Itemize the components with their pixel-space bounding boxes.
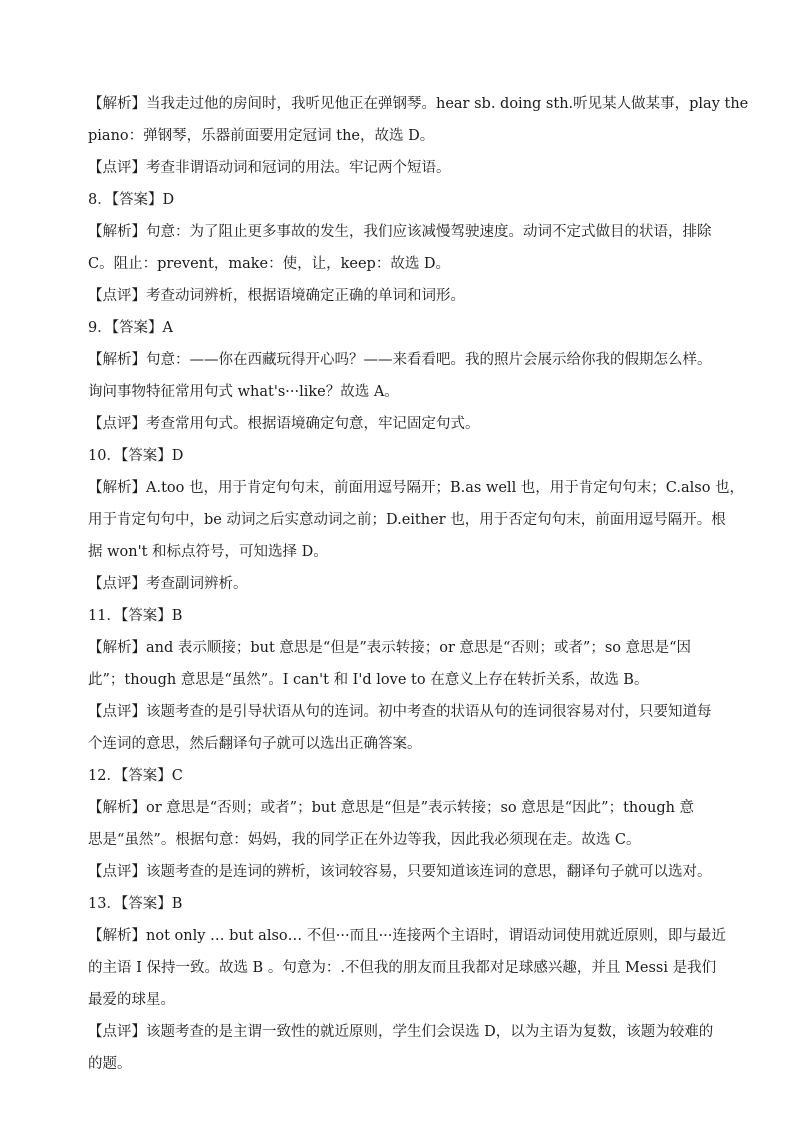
text-line: 【点评】考查副词辨析。 bbox=[88, 576, 248, 592]
text-line: 【解析】and 表示顺接；but 意思是“但是”表示转接；or 意思是“否则；或者”；so 意思是“因 bbox=[88, 640, 692, 656]
text-line: 个连词的意思，然后翻译句子就可以选出正确答案。 bbox=[88, 736, 422, 752]
answer-line: 12．【答案】C bbox=[88, 768, 183, 784]
answer-line: 8．【答案】D bbox=[88, 192, 175, 208]
text-line: 的主语 I 保持一致。故选 B 。句意为：.不但我的朋友而且我都对足球感兴趣，并且 Messi 是我们 bbox=[88, 960, 717, 976]
text-line: 【点评】该题考查的是主谓一致性的就近原则，学生们会误选 D，以为主语为复数，该题为较难的 bbox=[88, 1024, 714, 1040]
text-line: 最爱的球星。 bbox=[88, 992, 175, 1008]
text-line: 用于肯定句句中，be 动词之后实意动词之前；D.either 也，用于否定句句末，前面用逗号隔开。根 bbox=[88, 512, 726, 528]
answer-line: 11．【答案】B bbox=[88, 608, 183, 624]
text-line: 询问事物特征常用句式 what's···like？故选 A。 bbox=[88, 384, 399, 400]
answer-line: 9．【答案】A bbox=[88, 320, 173, 336]
text-line: 思是“虽然”。根据句意：妈妈，我的同学正在外边等我，因此我必须现在走。故选 C。 bbox=[88, 832, 641, 848]
text-line: 【点评】考查常用句式。根据语境确定句意，牢记固定句式。 bbox=[88, 416, 480, 432]
text-line: 【点评】考查动词辨析，根据语境确定正确的单词和词形。 bbox=[88, 288, 465, 304]
text-line: C。阻止：prevent，make：使，让，keep：故选 D。 bbox=[88, 256, 451, 272]
text-line: 【解析】句意：——你在西藏玩得开心吗？——来看看吧。我的照片会展示给你我的假期怎么样。 bbox=[88, 352, 712, 368]
answer-line: 13．【答案】B bbox=[88, 896, 183, 912]
text-line: 的题。 bbox=[88, 1056, 132, 1072]
answer-line: 10．【答案】D bbox=[88, 448, 184, 464]
text-line: 【解析】当我走过他的房间时，我听见他正在弹钢琴。hear sb. doing sth.听见某人做某事，play the bbox=[88, 96, 749, 112]
text-line: 【解析】or 意思是“否则；或者”；but 意思是“但是”表示转接；so 意思是“因此”；though 意 bbox=[88, 800, 695, 816]
text-line: 【点评】该题考查的是引导状语从句的连词。初中考查的状语从句的连词很容易对付，只要知道每 bbox=[88, 704, 712, 720]
text-line: 【解析】句意：为了阻止更多事故的发生，我们应该减慢驾驶速度。动词不定式做目的状语，排除 bbox=[88, 224, 712, 240]
text-line: piano：弹钢琴，乐器前面要用定冠词 the，故选 D。 bbox=[88, 128, 435, 144]
text-line: 【解析】not only … but also… 不但···而且···连接两个主语时，谓语动词使用就近原则，即与最近 bbox=[88, 928, 726, 944]
text-line: 【点评】考查非谓语动词和冠词的用法。牢记两个短语。 bbox=[88, 160, 451, 176]
text-line: 此”；though 意思是“虽然”。I can't 和 I'd love to 在意义上存在转折关系，故选 B。 bbox=[88, 672, 649, 688]
text-line: 【点评】该题考查的是连词的辨析，该词较容易，只要知道该连词的意思，翻译句子就可以选对。 bbox=[88, 864, 712, 880]
text-line: 【解析】A.too 也，用于肯定句句末，前面用逗号隔开；B.as well 也，用于肯定句句末；C.also 也， bbox=[88, 480, 745, 496]
text-line: 据 won't 和标点符号，可知选择 D。 bbox=[88, 544, 328, 560]
